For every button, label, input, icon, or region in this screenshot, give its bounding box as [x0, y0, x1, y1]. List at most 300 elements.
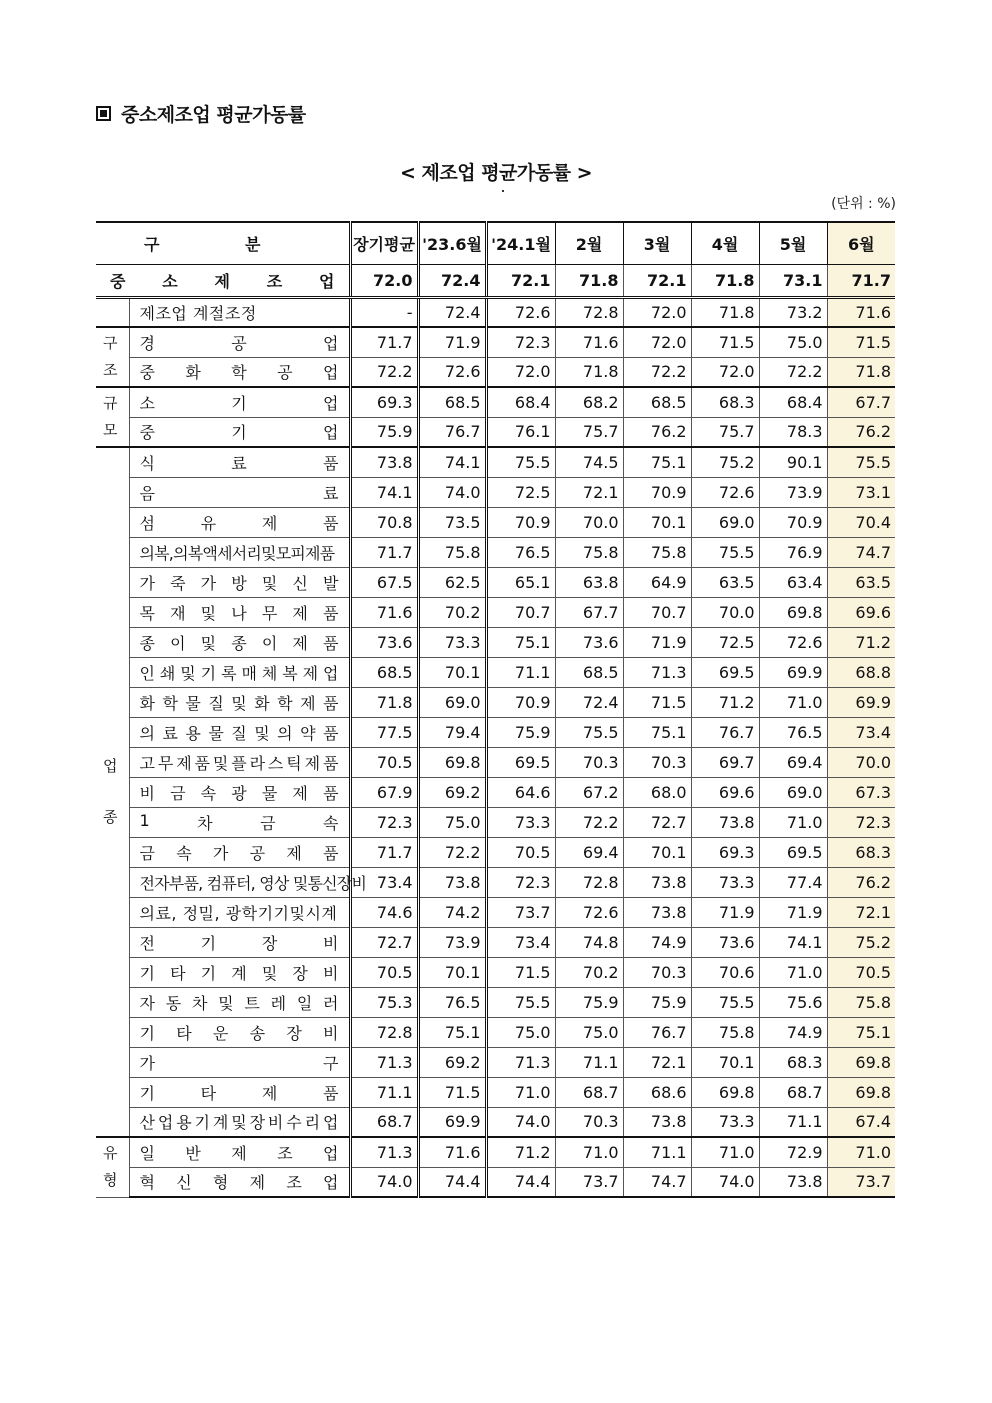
row-label: 섬 유 제 품 — [129, 507, 350, 537]
table-cell: 71.8 — [555, 264, 623, 297]
row-label: 전자부품, 컴퓨터, 영상 및통신장비 — [129, 867, 350, 897]
table-cell: 73.8 — [623, 1107, 691, 1137]
header-col: 5월 — [759, 222, 827, 264]
table-cell: 71.1 — [486, 657, 555, 687]
table-cell: 71.8 — [350, 687, 418, 717]
table-cell: 72.0 — [350, 264, 418, 297]
table-cell: 68.8 — [827, 657, 895, 687]
row-label: 중 기 업 — [129, 417, 350, 447]
table-cell: 68.5 — [350, 657, 418, 687]
table-cell: 71.8 — [827, 357, 895, 387]
table-cell: 72.6 — [555, 897, 623, 927]
table-cell: 71.5 — [418, 1077, 486, 1107]
table-cell: 72.0 — [486, 357, 555, 387]
table-cell: 73.4 — [827, 717, 895, 747]
table-row — [96, 747, 895, 777]
table-row — [96, 987, 895, 1017]
row-label: 비 금 속 광 물 제 품 — [129, 777, 350, 807]
section-title-text: 중소제조업 평균가동률 — [121, 104, 306, 126]
table-cell: 71.8 — [691, 297, 759, 327]
table-cell: 67.7 — [827, 387, 895, 417]
table-cell: 72.7 — [623, 807, 691, 837]
table-cell: 70.9 — [759, 507, 827, 537]
row-label: 경 공 업 — [129, 327, 350, 357]
table-cell: 75.5 — [691, 987, 759, 1017]
table-cell: 70.1 — [418, 957, 486, 987]
row-label: 자 동 차 및 트 레 일 러 — [129, 987, 350, 1017]
table-row — [96, 777, 895, 807]
table-cell: 69.3 — [691, 837, 759, 867]
table-cell: 74.0 — [418, 477, 486, 507]
table-cell: 69.6 — [691, 777, 759, 807]
table-cell: 63.8 — [555, 567, 623, 597]
table-cell: 74.6 — [350, 897, 418, 927]
table-cell: 70.1 — [691, 1047, 759, 1077]
table-cell: 71.3 — [350, 1047, 418, 1077]
table-cell: 76.2 — [623, 417, 691, 447]
table-row — [96, 957, 895, 987]
table-cell: 71.8 — [691, 264, 759, 297]
table-cell: 71.1 — [555, 1047, 623, 1077]
table-cell: 76.5 — [759, 717, 827, 747]
table-cell: 72.0 — [691, 357, 759, 387]
table-cell: 73.7 — [555, 1167, 623, 1197]
table-cell: 73.3 — [486, 807, 555, 837]
table-cell: 70.4 — [827, 507, 895, 537]
table-cell: 76.1 — [486, 417, 555, 447]
table-cell: 73.4 — [350, 867, 418, 897]
table-cell: 73.6 — [691, 927, 759, 957]
row-label: 음 료 — [129, 477, 350, 507]
table-cell: 73.3 — [418, 627, 486, 657]
table-cell: 72.6 — [691, 477, 759, 507]
square-bullet-icon — [96, 106, 111, 121]
table-cell: 73.3 — [691, 867, 759, 897]
table-cell: 70.9 — [486, 687, 555, 717]
table-cell: 68.4 — [759, 387, 827, 417]
table-cell: 68.3 — [691, 387, 759, 417]
table-cell: 70.3 — [555, 1107, 623, 1137]
table-cell: 72.1 — [555, 477, 623, 507]
table-cell: 71.9 — [759, 897, 827, 927]
table-cell: 71.0 — [759, 687, 827, 717]
table-row — [96, 837, 895, 867]
table-cell: 75.9 — [486, 717, 555, 747]
table-cell: 75.2 — [691, 447, 759, 477]
table-cell: 69.3 — [350, 387, 418, 417]
table-cell: 74.0 — [486, 1107, 555, 1137]
table-cell: 69.6 — [827, 597, 895, 627]
header-col: '23.6월 — [418, 222, 486, 264]
table-cell: 76.7 — [418, 417, 486, 447]
table-cell: 74.7 — [623, 1167, 691, 1197]
table-cell: 71.7 — [350, 837, 418, 867]
table-cell: 75.0 — [486, 1017, 555, 1047]
row-label: 기 타 운 송 장 비 — [129, 1017, 350, 1047]
table-cell: 70.0 — [827, 747, 895, 777]
table-cell: 72.3 — [350, 807, 418, 837]
table-row — [96, 1137, 895, 1167]
table-cell: 75.8 — [623, 537, 691, 567]
table-cell: 68.5 — [555, 657, 623, 687]
header-col: 2월 — [555, 222, 623, 264]
table-cell: 73.8 — [759, 1167, 827, 1197]
table-cell: 71.1 — [623, 1137, 691, 1167]
table-cell: 71.2 — [486, 1137, 555, 1167]
table-cell: 76.9 — [759, 537, 827, 567]
table-cell: 74.9 — [759, 1017, 827, 1047]
table-cell: 75.5 — [691, 537, 759, 567]
table-row — [96, 357, 895, 387]
table-cell: 71.1 — [350, 1077, 418, 1107]
table-cell: 73.8 — [623, 897, 691, 927]
decorative-dot — [502, 190, 504, 192]
table-cell: 70.5 — [486, 837, 555, 867]
table-cell: 70.5 — [350, 957, 418, 987]
table-title: < 제조업 평균가동률 > — [399, 162, 593, 184]
table-cell: 68.3 — [759, 1047, 827, 1077]
table-cell: 70.8 — [350, 507, 418, 537]
table-cell: 75.5 — [486, 987, 555, 1017]
table-row — [96, 1077, 895, 1107]
row-label: 의료, 정밀, 광학기기및시계 — [129, 897, 350, 927]
table-cell: 70.2 — [555, 957, 623, 987]
table-cell: 71.0 — [555, 1137, 623, 1167]
table-cell: 74.1 — [350, 477, 418, 507]
table-row — [96, 807, 895, 837]
table-row — [96, 417, 895, 447]
table-cell: 75.1 — [623, 447, 691, 477]
table-row — [96, 927, 895, 957]
table-cell: 70.5 — [350, 747, 418, 777]
table-cell: 72.6 — [418, 357, 486, 387]
row-label: 기 타 제 품 — [129, 1077, 350, 1107]
row-label: 기 타 기 계 및 장 비 — [129, 957, 350, 987]
row-label: 전 기 장 비 — [129, 927, 350, 957]
section-title — [96, 100, 306, 127]
table-row — [96, 627, 895, 657]
table-cell: 63.5 — [691, 567, 759, 597]
table-cell: 67.9 — [350, 777, 418, 807]
table-cell: 72.2 — [623, 357, 691, 387]
table-cell: 63.5 — [827, 567, 895, 597]
table-cell: 74.7 — [827, 537, 895, 567]
table-cell: 69.0 — [691, 507, 759, 537]
table-cell: 72.8 — [555, 297, 623, 327]
table-cell: 73.5 — [418, 507, 486, 537]
table-cell: 72.3 — [486, 327, 555, 357]
table-cell: 75.2 — [827, 927, 895, 957]
row-label: 1 차 금 속 — [129, 807, 350, 837]
table-cell: 72.1 — [486, 264, 555, 297]
table-cell: 71.6 — [555, 327, 623, 357]
table-cell: 70.0 — [555, 507, 623, 537]
table-cell: 72.6 — [759, 627, 827, 657]
table-cell: 74.1 — [418, 447, 486, 477]
table-cell: 75.5 — [486, 447, 555, 477]
row-label: 산 업 용 기 계 및 장 비 수 리 업 — [129, 1107, 350, 1137]
table-cell: 69.2 — [418, 777, 486, 807]
table-cell: 73.6 — [555, 627, 623, 657]
table-row — [96, 567, 895, 597]
table-cell: 76.5 — [418, 987, 486, 1017]
table-row — [96, 1047, 895, 1077]
table-cell: 71.3 — [350, 1137, 418, 1167]
row-label: 식 료 품 — [129, 447, 350, 477]
table-cell: 72.2 — [350, 357, 418, 387]
table-cell: 75.1 — [827, 1017, 895, 1047]
unit-label: (단위 : %) — [831, 196, 896, 212]
table-cell: 76.7 — [623, 1017, 691, 1047]
table-cell: 69.9 — [827, 687, 895, 717]
table-row — [96, 897, 895, 927]
table-cell: 70.1 — [418, 657, 486, 687]
header-row — [96, 222, 895, 264]
table-cell: 75.8 — [418, 537, 486, 567]
table-cell: 79.4 — [418, 717, 486, 747]
table-cell: 70.5 — [827, 957, 895, 987]
row-label: 금 속 가 공 제 품 — [129, 837, 350, 867]
table-cell: 70.1 — [623, 837, 691, 867]
table-cell: 68.7 — [555, 1077, 623, 1107]
table-cell: 68.5 — [623, 387, 691, 417]
table-cell: 73.8 — [623, 867, 691, 897]
row-label: 종 이 및 종 이 제 품 — [129, 627, 350, 657]
table-cell: 75.7 — [691, 417, 759, 447]
table-cell: 68.5 — [418, 387, 486, 417]
table-cell: 75.1 — [418, 1017, 486, 1047]
row-label: 가 구 — [129, 1047, 350, 1077]
table-cell: 74.0 — [350, 1167, 418, 1197]
row-label: 가 죽 가 방 및 신 발 — [129, 567, 350, 597]
table-cell: 75.1 — [623, 717, 691, 747]
table-cell: 73.1 — [759, 264, 827, 297]
group-label: 구 조 — [96, 327, 129, 387]
table-cell: 70.3 — [623, 747, 691, 777]
table-cell: 72.8 — [350, 1017, 418, 1047]
table-cell: 70.6 — [691, 957, 759, 987]
table-cell: 69.5 — [486, 747, 555, 777]
group-label: 규 모 — [96, 387, 129, 447]
table-cell: 71.7 — [350, 327, 418, 357]
table-cell: 68.4 — [486, 387, 555, 417]
table-row — [96, 297, 895, 327]
table-cell: 65.1 — [486, 567, 555, 597]
table-cell: 69.0 — [759, 777, 827, 807]
table-cell: 71.0 — [759, 807, 827, 837]
table-cell: 69.4 — [759, 747, 827, 777]
table-cell: 75.6 — [759, 987, 827, 1017]
table-cell: 71.0 — [827, 1137, 895, 1167]
table-cell: 70.0 — [691, 597, 759, 627]
table-cell: 75.0 — [418, 807, 486, 837]
header-col: '24.1월 — [486, 222, 555, 264]
table-cell: 74.4 — [486, 1167, 555, 1197]
table-cell: 75.5 — [827, 447, 895, 477]
table-cell: 75.0 — [555, 1017, 623, 1047]
table-cell: 70.7 — [486, 597, 555, 627]
table-cell: 69.8 — [418, 747, 486, 777]
table-cell: 74.4 — [418, 1167, 486, 1197]
row-label: 의복,의복액세서리및모피제품 — [129, 537, 350, 567]
table-cell: 74.8 — [555, 927, 623, 957]
table-row — [96, 447, 895, 477]
table-cell: 72.4 — [418, 264, 486, 297]
table-cell: 71.2 — [827, 627, 895, 657]
table-cell: 64.6 — [486, 777, 555, 807]
table-cell: 71.5 — [827, 327, 895, 357]
table-cell: 67.2 — [555, 777, 623, 807]
row-label: 소 기 업 — [129, 387, 350, 417]
table-cell: 71.8 — [555, 357, 623, 387]
table-cell: 73.9 — [418, 927, 486, 957]
table-cell: 78.3 — [759, 417, 827, 447]
table-cell: 73.1 — [827, 477, 895, 507]
table-cell: 71.0 — [759, 957, 827, 987]
table-row — [96, 1167, 895, 1197]
table-cell: 70.3 — [555, 747, 623, 777]
table-cell: 71.0 — [486, 1077, 555, 1107]
table-cell: 76.7 — [691, 717, 759, 747]
table-cell: 69.7 — [691, 747, 759, 777]
table-cell: 68.7 — [759, 1077, 827, 1107]
total-label: 중 소 제 조 업 — [96, 264, 350, 297]
table-cell: 69.8 — [759, 597, 827, 627]
table-cell: 74.0 — [691, 1167, 759, 1197]
table-cell: 62.5 — [418, 567, 486, 597]
table-cell: 75.9 — [350, 417, 418, 447]
table-cell: 73.9 — [759, 477, 827, 507]
table-cell: 71.0 — [691, 1137, 759, 1167]
table-row — [96, 1017, 895, 1047]
table-row — [96, 597, 895, 627]
table-cell: 74.1 — [759, 927, 827, 957]
header-col: 장기평균 — [350, 222, 418, 264]
table-cell: 72.7 — [350, 927, 418, 957]
table-cell: 70.2 — [418, 597, 486, 627]
table-cell: 77.5 — [350, 717, 418, 747]
row-label: 혁 신 형 제 조 업 — [129, 1167, 350, 1197]
table-cell: 75.8 — [691, 1017, 759, 1047]
table-cell: 69.5 — [691, 657, 759, 687]
table-cell: 70.7 — [623, 597, 691, 627]
table-cell: 69.9 — [759, 657, 827, 687]
table-cell: 67.4 — [827, 1107, 895, 1137]
table-cell: 73.6 — [350, 627, 418, 657]
table-cell: 72.3 — [486, 867, 555, 897]
table-cell: 71.6 — [350, 597, 418, 627]
table-cell: 71.9 — [691, 897, 759, 927]
table-cell: 70.3 — [623, 957, 691, 987]
table-cell: 73.4 — [486, 927, 555, 957]
group-label: 유 형 — [96, 1137, 129, 1197]
table-cell: 74.5 — [555, 447, 623, 477]
group-label — [96, 297, 129, 327]
table-cell: 71.6 — [827, 297, 895, 327]
table-row — [96, 687, 895, 717]
table-cell: 73.8 — [418, 867, 486, 897]
table-cell: 72.6 — [486, 297, 555, 327]
table-cell: 72.4 — [555, 687, 623, 717]
table-cell: 69.8 — [827, 1077, 895, 1107]
table-cell: 75.3 — [350, 987, 418, 1017]
table-cell: 75.8 — [555, 537, 623, 567]
row-label: 일 반 제 조 업 — [129, 1137, 350, 1167]
table-cell: 74.9 — [623, 927, 691, 957]
table-cell: 90.1 — [759, 447, 827, 477]
table-cell: 67.5 — [350, 567, 418, 597]
table-cell: 70.9 — [623, 477, 691, 507]
table-cell: 73.7 — [827, 1167, 895, 1197]
row-label: 목 재 및 나 무 제 품 — [129, 597, 350, 627]
table-cell: 72.1 — [623, 264, 691, 297]
table-cell: 71.5 — [691, 327, 759, 357]
table-row — [96, 507, 895, 537]
table-cell: 68.0 — [623, 777, 691, 807]
table-cell: 74.2 — [418, 897, 486, 927]
table-row — [96, 537, 895, 567]
table-cell: 72.9 — [759, 1137, 827, 1167]
header-category: 구 분 — [96, 222, 350, 264]
table-cell: 72.2 — [759, 357, 827, 387]
table-cell: 73.8 — [691, 807, 759, 837]
table-cell: 71.3 — [486, 1047, 555, 1077]
table-cell: - — [350, 297, 418, 327]
table-cell: 73.2 — [759, 297, 827, 327]
table-cell: 71.3 — [623, 657, 691, 687]
table-cell: 71.1 — [759, 1107, 827, 1137]
table-cell: 70.1 — [623, 507, 691, 537]
table-cell: 72.2 — [555, 807, 623, 837]
table-cell: 69.8 — [827, 1047, 895, 1077]
table-cell: 75.8 — [827, 987, 895, 1017]
table-row — [96, 387, 895, 417]
table-cell: 71.6 — [418, 1137, 486, 1167]
table-cell: 71.5 — [623, 687, 691, 717]
table-cell: 72.5 — [691, 627, 759, 657]
table-cell: 72.2 — [418, 837, 486, 867]
row-label: 제조업 계절조정 — [129, 297, 350, 327]
table-cell: 71.7 — [350, 537, 418, 567]
table-cell: 63.4 — [759, 567, 827, 597]
table-cell: 76.2 — [827, 417, 895, 447]
table-row — [96, 477, 895, 507]
table-cell: 75.0 — [759, 327, 827, 357]
utilization-table — [96, 221, 895, 1198]
row-label: 고 무 제 품 및 플 라 스 틱 제 품 — [129, 747, 350, 777]
table-cell: 72.8 — [555, 867, 623, 897]
table-cell: 76.2 — [827, 867, 895, 897]
header-col: 4월 — [691, 222, 759, 264]
total-row — [96, 264, 895, 297]
table-cell: 71.9 — [623, 627, 691, 657]
table-cell: 70.9 — [486, 507, 555, 537]
header-col: 3월 — [623, 222, 691, 264]
group-label: 업 종 — [96, 447, 129, 1137]
table-cell: 72.0 — [623, 297, 691, 327]
table-cell: 77.4 — [759, 867, 827, 897]
table-cell: 68.6 — [623, 1077, 691, 1107]
table-cell: 73.8 — [350, 447, 418, 477]
table-row — [96, 717, 895, 747]
table-row — [96, 867, 895, 897]
table-cell: 75.1 — [486, 627, 555, 657]
table-cell: 72.3 — [827, 807, 895, 837]
table-cell: 68.2 — [555, 387, 623, 417]
row-label: 의 료 용 물 질 및 의 약 품 — [129, 717, 350, 747]
table-cell: 68.3 — [827, 837, 895, 867]
table-cell: 75.7 — [555, 417, 623, 447]
